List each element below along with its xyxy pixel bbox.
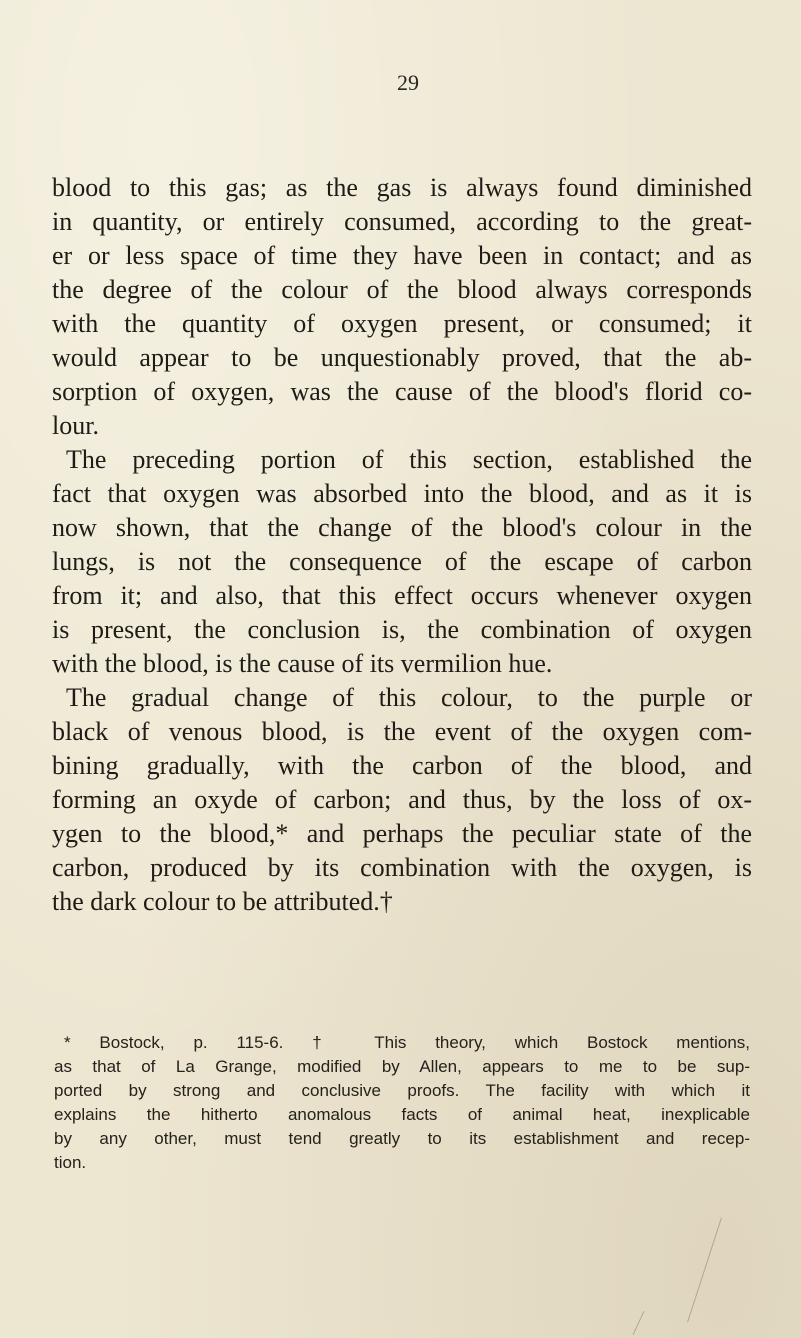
body-line: with the quantity of oxygen present, or consumed; it (52, 309, 752, 338)
body-line: lour. (52, 411, 99, 440)
body-line: carbon, produced by its combination with the oxygen, is (52, 853, 752, 882)
body-line: the dark colour to be attributed.† (52, 887, 393, 916)
paper-crease (633, 1311, 645, 1335)
body-line: lungs, is not the consequence of the escape of carbon (52, 547, 752, 576)
body-text (52, 171, 752, 919)
body-line: blood to this gas; as the gas is always found diminished (52, 173, 752, 202)
body-line: in quantity, or entirely consumed, according to the great- (52, 207, 752, 236)
footnote-line: ported by strong and conclusive proofs. The facility with which it (54, 1081, 750, 1100)
footnote-line: * Bostock, p. 115-6. † This theory, which Bostock mentions, (64, 1033, 750, 1052)
body-line: The preceding portion of this section, established the (66, 445, 752, 474)
body-line: would appear to be unquestionably proved, that the ab- (52, 343, 752, 372)
body-line: now shown, that the change of the blood's colour in the (52, 513, 752, 542)
body-line: with the blood, is the cause of its vermilion hue. (52, 649, 553, 678)
body-line: er or less space of time they have been in contact; and as (52, 241, 752, 270)
body-line: ygen to the blood,* and perhaps the peculiar state of the (52, 819, 752, 848)
body-line: is present, the conclusion is, the combination of oxygen (52, 615, 752, 644)
body-line: The gradual change of this colour, to the purple or (66, 683, 752, 712)
body-line: forming an oxyde of carbon; and thus, by the loss of ox- (52, 785, 752, 814)
body-line: fact that oxygen was absorbed into the blood, and as it is (52, 479, 752, 508)
footnotes (54, 1031, 750, 1175)
body-line: the degree of the colour of the blood always corresponds (52, 275, 752, 304)
body-line: from it; and also, that this effect occurs whenever oxygen (52, 581, 752, 610)
body-line: sorption of oxygen, was the cause of the blood's florid co- (52, 377, 752, 406)
paper-crease (687, 1218, 722, 1323)
footnote-line: explains the hitherto anomalous facts of animal heat, inexplicable (54, 1105, 750, 1124)
body-line: bining gradually, with the carbon of the blood, and (52, 751, 752, 780)
body-line: black of venous blood, is the event of the oxygen com- (52, 717, 752, 746)
page-number: 29 (397, 70, 419, 95)
footnote-line: by any other, must tend greatly to its establishment and recep- (54, 1129, 750, 1148)
footnote-line: as that of La Grange, modified by Allen, appears to me to be sup- (54, 1057, 750, 1076)
footnote-line: tion. (54, 1153, 87, 1172)
